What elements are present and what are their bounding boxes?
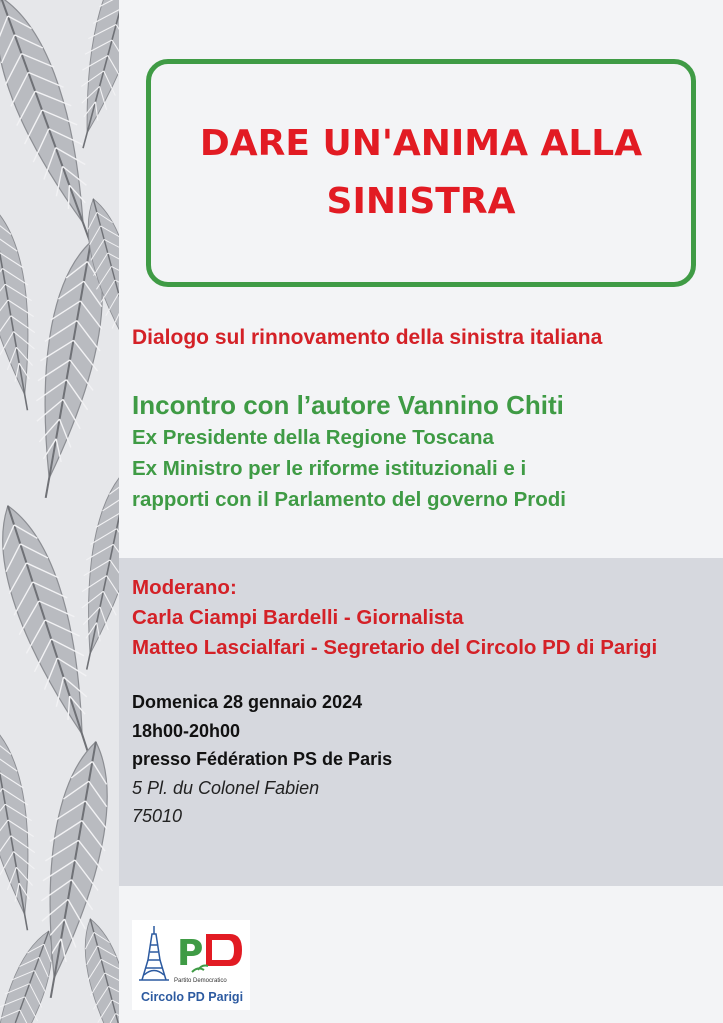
author-heading: Incontro con l’autore Vannino Chiti [132,390,564,420]
logo-caption: Circolo PD Parigi [140,990,244,1004]
logo-letters: P [177,933,204,974]
event-date: Domenica 28 gennaio 2024 [132,692,363,712]
event-venue: presso Fédération PS de Paris [132,749,393,769]
author-block [132,388,717,515]
event-postcode: 75010 [132,806,183,826]
circolo-logo [132,920,250,1010]
event-time: 18h00-20h00 [132,720,241,741]
title-line-1: DARE UN'ANIMA ALLA [199,123,643,164]
moderators-block [132,573,722,663]
author-role-1: Ex Presidente della Regione Toscana [132,426,494,449]
page-title [200,115,642,231]
feather-pattern-icon [0,0,119,1023]
subtitle: Dialogo sul rinnovamento della sinistra italiana [132,326,603,349]
event-details [132,688,712,831]
moderator-2: Matteo Lascialfari - Segretario del Circolo PD di Parigi [132,636,658,659]
author-role-2: Ex Ministro per le riforme istituzionali e i [132,457,527,480]
party-name: Partito Democratico [174,978,227,984]
title-box [146,59,696,287]
event-address: 5 Pl. du Colonel Fabien [132,777,320,798]
moderator-1: Carla Ciampi Bardelli - Giornalista [132,606,464,629]
moderators-label: Moderano: [132,576,237,599]
author-role-3: rapporti con il Parlamento del governo Prodi [132,488,566,511]
title-line-2: SINISTRA [326,181,516,222]
feather-pattern-strip [0,0,119,1023]
